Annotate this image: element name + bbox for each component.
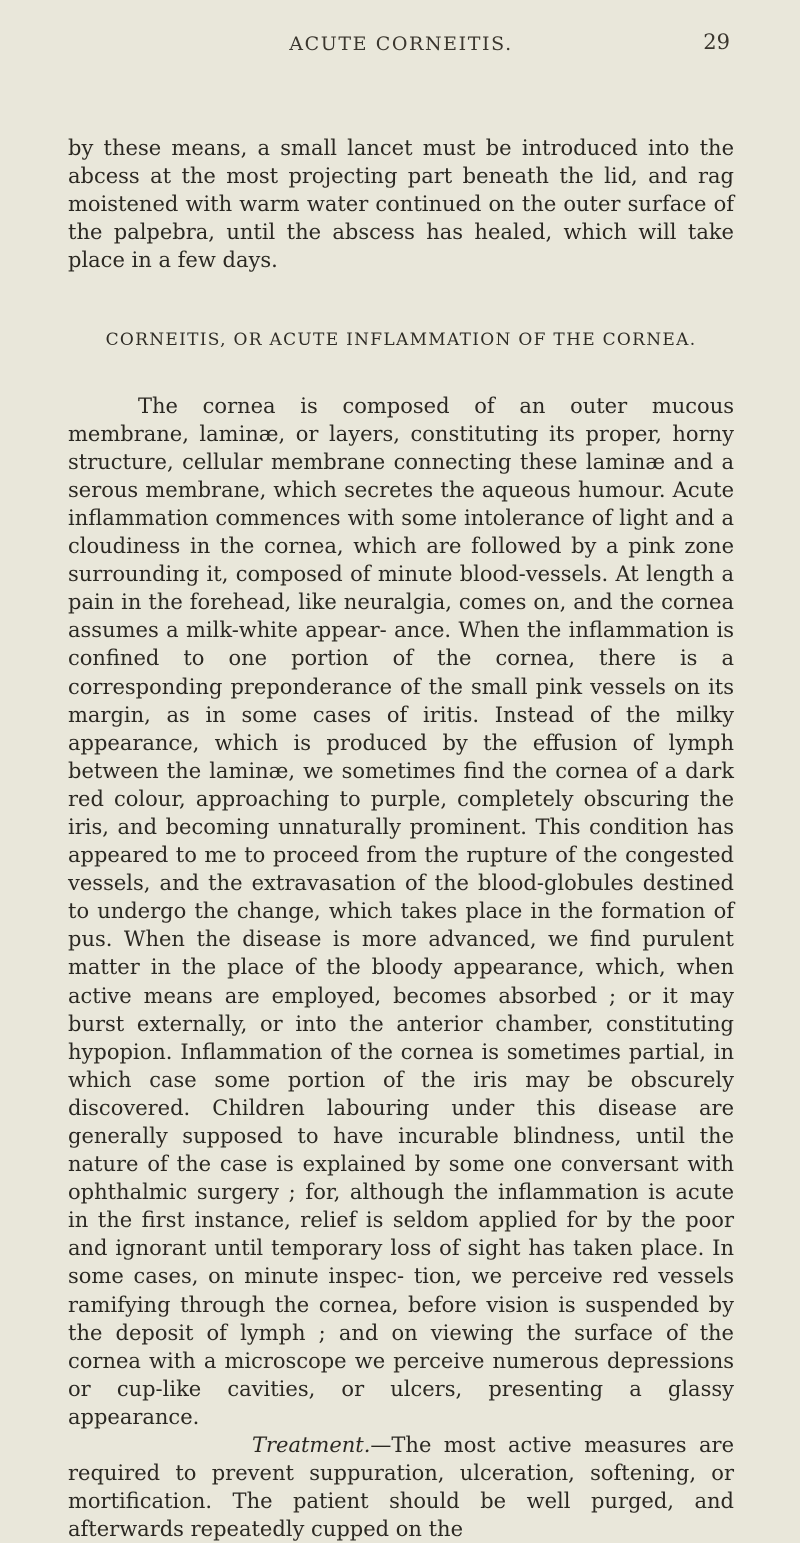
treatment-label: Treatment. [252, 1433, 371, 1458]
treatment-paragraph [68, 1431, 734, 1543]
main-paragraph: The cornea is composed of an outer mucous membrane, laminæ, or layers, constituting its proper, horny structure, cellular membrane connecting these laminæ and a serous membrane, which secretes the aqueous humour. Acute inflammation commences with some intolerance of light and a cloudiness in the cornea, which are followed by a pink zone surrounding it, composed of minute blood-vessels. At length a pain in the forehead, like neuralgia, comes on, and the cornea assumes a milk-white appear- ance. When the inflammation is confined to one portion of the cornea, there is a corresponding preponderance of the small pink vessels on its margin, as in some cases of iritis. Instead of the milky appearance, which is produced by the effusion of lymph between the laminæ, we sometimes find the cornea of a dark red colour, approaching to purple, completely obscuring the iris, and becoming unnaturally prominent. This condition has appeared to me to proceed from the rupture of the congested vessels, and the extravasation of the blood-globules destined to undergo the change, which takes place in the formation of pus. When the disease is more advanced, we find purulent matter in the place of the bloody appearance, which, when active means are employed, becomes absorbed ; or it may burst externally, or into the anterior chamber, constituting hypopion. Inflammation of the cornea is sometimes partial, in which case some portion of the iris may be obscurely discovered. Children labouring under this disease are generally supposed to have incurable blindness, until the nature of the case is explained by some one conversant with ophthalmic surgery ; for, although the inflammation is acute in the first instance, relief is seldom applied for by the poor and ignorant until temporary loss of sight has taken place. In some cases, on minute inspec- tion, we perceive red vessels ramifying through the cornea, before vision is suspended by the deposit of lymph ; and on viewing the surface of the cornea with a microscope we perceive numerous depressions or cup-like cavities, or ulcers, presenting a glassy appearance. [68, 393, 734, 1429]
intro-paragraph: by these means, a small lancet must be introduced into the abcess at the most projecting part beneath the lid, and rag moistened with warm water continued on the outer surface of the palpebra, until the abscess has healed, which will take place in a few days. [68, 136, 734, 273]
section-heading: CORNEITIS, OR ACUTE INFLAMMATION OF THE CORNEA. [105, 330, 697, 351]
page-number: 29 [703, 30, 730, 54]
treatment-text: —The most active measures are required to prevent suppuration, ulceration, softening, or mortification. The patient should be well purged, and afterwards repeatedly cupped on the [68, 1433, 734, 1542]
body-text [68, 134, 734, 1543]
running-title: ACUTE CORNEITIS. [289, 33, 513, 55]
running-head [68, 0, 734, 60]
